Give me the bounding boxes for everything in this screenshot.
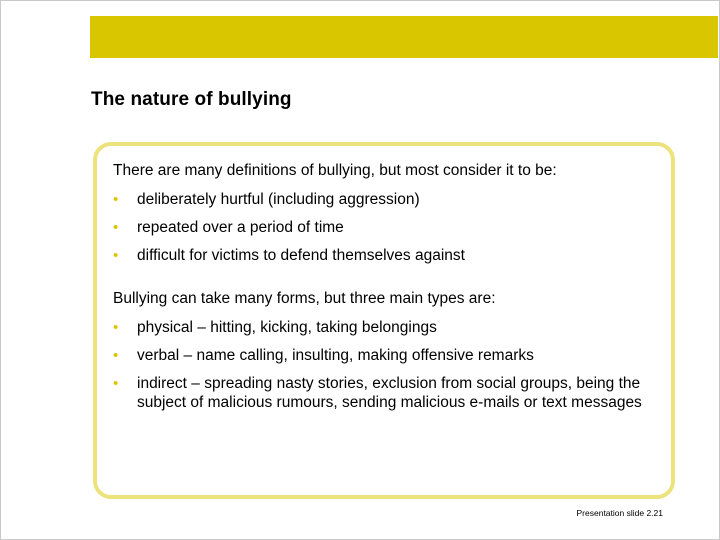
header-accent-band <box>90 16 718 58</box>
bullet-icon: • <box>113 347 119 364</box>
list-item-text: difficult for victims to defend themselves against <box>137 247 465 264</box>
list-item-text: verbal – name calling, insulting, making offensive remarks <box>137 347 534 364</box>
types-intro: Bullying can take many forms, but three main types are: <box>113 290 496 307</box>
slide-number: Presentation slide 2.21 <box>576 508 663 518</box>
bullet-icon: • <box>113 247 119 264</box>
bullet-icon: • <box>113 319 119 336</box>
list-item-text: indirect – spreading nasty stories, exclusion from social groups, being the subject of malicious rumours, sending malicious e-mails or text messages <box>137 375 642 411</box>
list-item-text: physical – hitting, kicking, taking belongings <box>137 319 437 336</box>
list-item-text: repeated over a period of time <box>137 219 344 236</box>
slide-title: The nature of bullying <box>91 89 292 110</box>
bullet-icon: • <box>113 375 119 392</box>
bullet-icon: • <box>113 191 119 208</box>
list-item-text: deliberately hurtful (including aggression) <box>137 191 420 208</box>
definitions-intro: There are many definitions of bullying, but most consider it to be: <box>113 162 557 179</box>
bullet-icon: • <box>113 219 119 236</box>
